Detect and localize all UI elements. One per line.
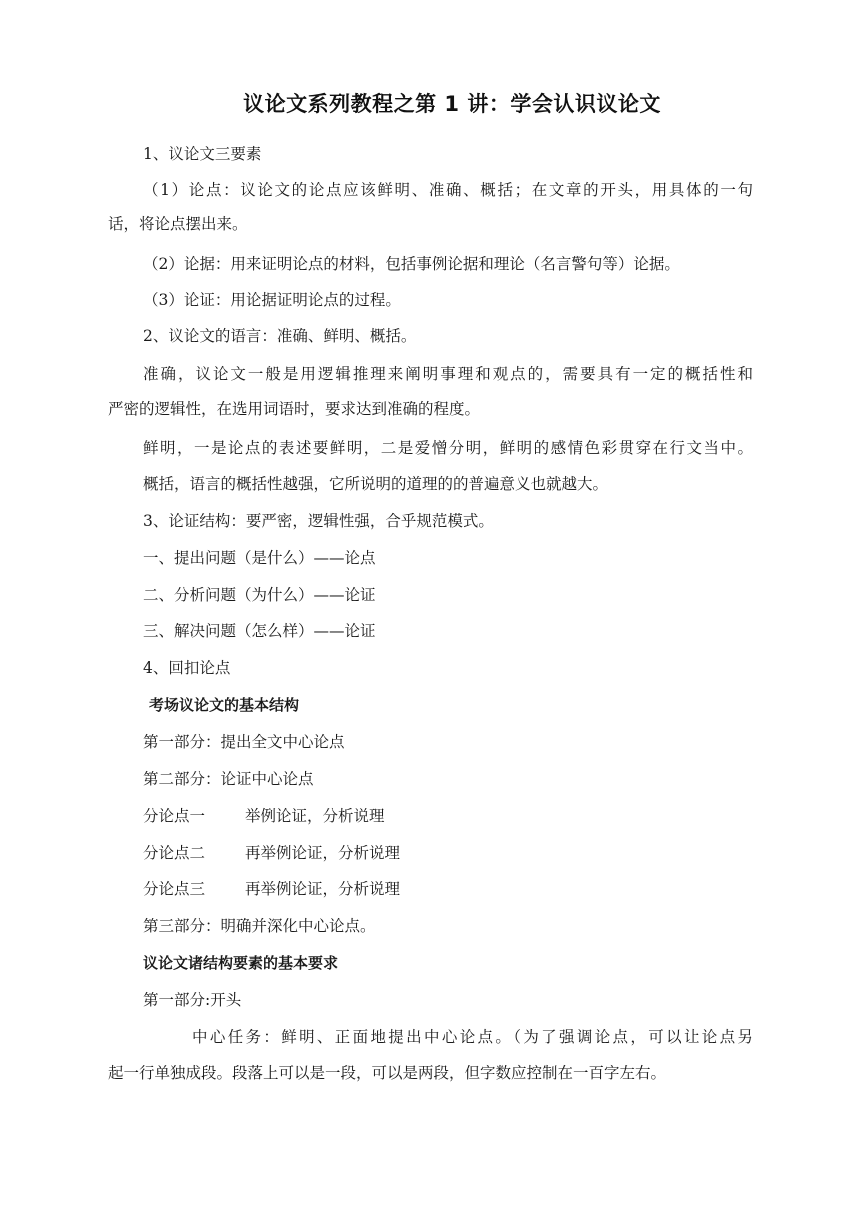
requirements-heading: 议论文诸结构要素的基本要求 [143, 954, 339, 972]
sub-point-1 [143, 805, 385, 827]
exam-structure-heading: 考场议论文的基本结构 [149, 696, 300, 714]
sub-point-2 [143, 842, 400, 864]
section-4-heading: 4、回扣论点 [143, 659, 231, 677]
opening-task-line-1: 中心任务：鲜明、正面地提出中心论点。（为了强调论点，可以让论点另 [192, 1028, 753, 1046]
section-1-heading: 1、议论文三要素 [143, 145, 262, 163]
part-3: 第三部分：明确并深化中心论点。 [143, 917, 376, 935]
sub-point-2-text: 再举例论证，分析说理 [245, 844, 401, 862]
point-1-line-1: （1）论点：议论文的论点应该鲜明、准确、概括；在文章的开头，用具体的一句 [143, 181, 753, 199]
structure-step-1: 一、提出问题（是什么）——论点 [143, 549, 376, 567]
sub-point-1-text: 举例论证，分析说理 [245, 807, 385, 825]
point-1-line-2: 话，将论点摆出来。 [108, 215, 248, 233]
point-3: （3）论证：用论据证明论点的过程。 [143, 291, 401, 309]
accuracy-line-1: 准确，议论文一般是用逻辑推理来阐明事理和观点的，需要具有一定的概括性和 [143, 365, 753, 383]
structure-step-3: 三、解决问题（怎么样）——论证 [143, 622, 376, 640]
generality-paragraph: 概括，语言的概括性越强，它所说明的道理的的普遍意义也就越大。 [143, 475, 609, 493]
accuracy-line-2: 严密的逻辑性，在选用词语时，要求达到准确的程度。 [108, 400, 481, 418]
structure-step-2: 二、分析问题（为什么）——论证 [143, 586, 376, 604]
vividness-paragraph: 鲜明，一是论点的表述要鲜明，二是爱憎分明，鲜明的感情色彩贯穿在行文当中。 [143, 439, 753, 457]
sub-point-2-label: 分论点二 [143, 844, 206, 862]
sub-point-1-label: 分论点一 [143, 807, 206, 825]
sub-point-3 [143, 878, 400, 900]
opening-task-line-2: 起一行单独成段。段落上可以是一段，可以是两段，但字数应控制在一百字左右。 [108, 1064, 667, 1082]
point-2: （2）论据：用来证明论点的材料，包括事例论据和理论（名言警句等）论据。 [143, 255, 680, 273]
section-3-heading: 3、论证结构：要严密，逻辑性强，合乎规范模式。 [143, 512, 494, 530]
sub-point-3-label: 分论点三 [143, 880, 206, 898]
sub-point-3-text: 再举例论证，分析说理 [245, 880, 401, 898]
part-1: 第一部分：提出全文中心论点 [143, 733, 345, 751]
section-2-heading: 2、议论文的语言：准确、鲜明、概括。 [143, 327, 417, 345]
part-1-opening: 第一部分:开头 [143, 991, 242, 1009]
part-2: 第二部分：论证中心论点 [143, 770, 314, 788]
document-title: 议论文系列教程之第 1 讲：学会认识议论文 [243, 92, 661, 116]
